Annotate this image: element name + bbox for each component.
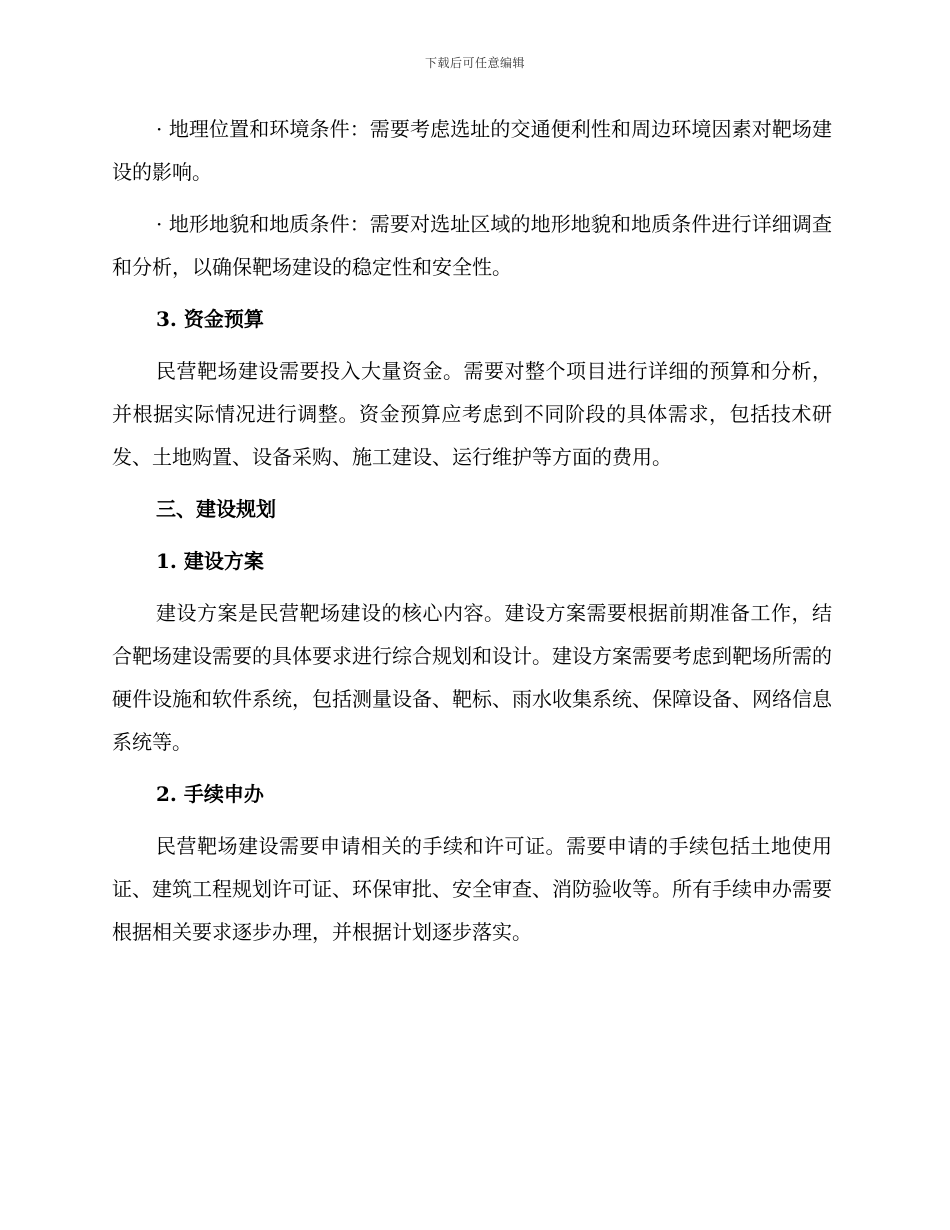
heading-funds: 3. 资金预算	[156, 307, 264, 331]
heading-plan: 1. 建设方案	[156, 549, 264, 573]
bullet-terrain: · 地形地貌和地质条件：需要对选址区域的地形地貌和地质条件进行详细调查和分析，以确保靶场建设的稳定性和安全性。	[112, 212, 832, 279]
paragraph-funds: 民营靶场建设需要投入大量资金。需要对整个项目进行详细的预算和分析，并根据实际情况进行调整。资金预算应考虑到不同阶段的具体需求，包括技术研发、土地购置、设备采购、施工建设、运行维护等方面的费用。	[112, 359, 832, 469]
paragraph-plan: 建设方案是民营靶场建设的核心内容。建设方案需要根据前期准备工作，结合靶场建设需要的具体要求进行综合规划和设计。建设方案需要考虑到靶场所需的硬件设施和软件系统，包括测量设备、靶标、雨水收集系统、保障设备、网络信息系统等。	[112, 601, 832, 754]
bullet-location: · 地理位置和环境条件：需要考虑选址的交通便利性和周边环境因素对靶场建设的影响。	[112, 117, 832, 184]
page-header: 下载后可任意编辑	[424, 56, 525, 70]
paragraph-permits: 民营靶场建设需要申请相关的手续和许可证。需要申请的手续包括土地使用证、建筑工程规划许可证、环保审批、安全审查、消防验收等。所有手续申办需要根据相关要求逐步办理，并根据计划逐步落实。	[112, 834, 832, 944]
heading-permits: 2. 手续申办	[156, 782, 264, 806]
heading-section-three: 三、建设规划	[156, 497, 276, 521]
document-body	[112, 108, 832, 963]
